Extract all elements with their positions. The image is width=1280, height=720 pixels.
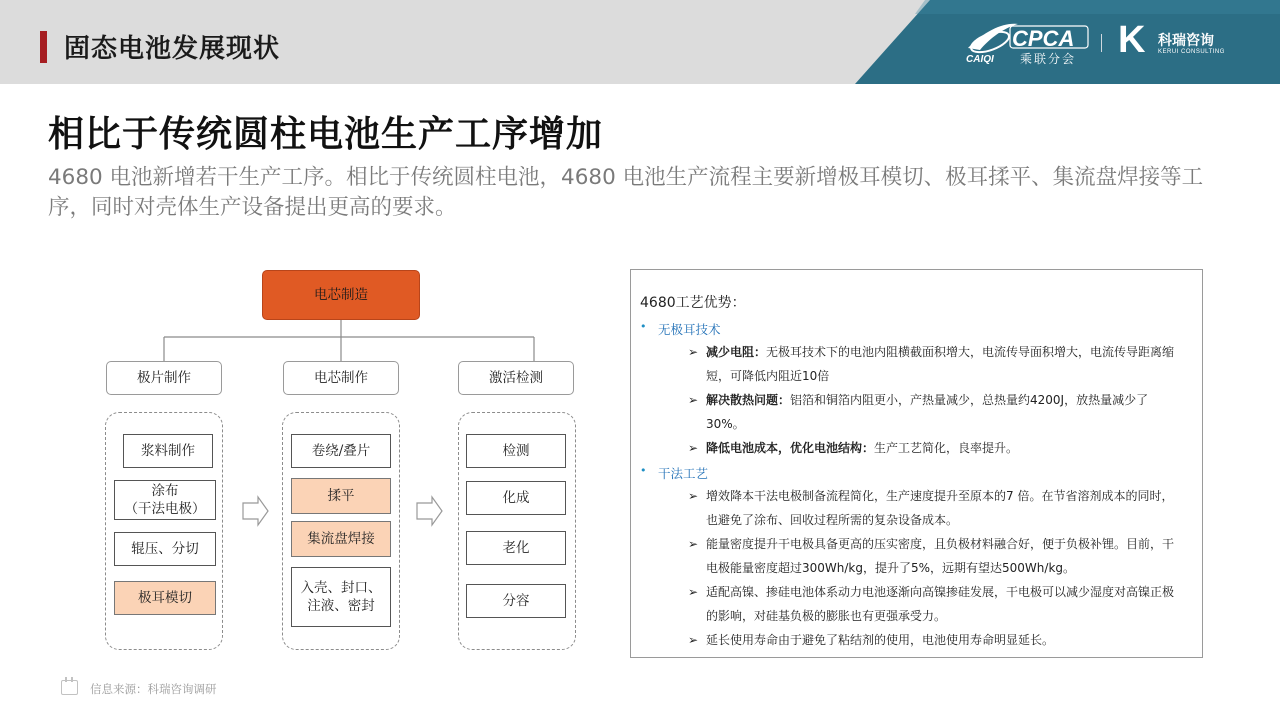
section-item: 适配高镍、掺硅电池体系动力电池逐渐向高镍掺硅发展，干电极可以减少湿度对高镍正极的影响，对硅基负极的膨胀也有更强承受力。 bbox=[706, 585, 1175, 623]
page-subtitle: 4680 电池新增若干生产工序。相比于传统圆柱电池，4680 电池生产流程主要新增极耳模切、极耳揉平、集流盘焊接等工序，同时对壳体生产设备提出更高的要求。 bbox=[48, 165, 1204, 220]
section-title-dry-process: 干法工艺 bbox=[658, 466, 709, 481]
arrow-bullet-icon: ➢ bbox=[688, 537, 699, 551]
step-node-highlight: 揉平 bbox=[291, 478, 391, 514]
caiqi-logo-text: CAIQI bbox=[966, 54, 994, 65]
flow-arrow-2-icon bbox=[417, 497, 442, 525]
step-node: 老化 bbox=[466, 531, 566, 565]
section-title-tabless: 无极耳技术 bbox=[658, 322, 721, 337]
arrow-bullet-icon: ➢ bbox=[688, 393, 699, 407]
cpca-logo-text: CPCA bbox=[1012, 26, 1075, 51]
stage-node-electrode: 极片制作 bbox=[106, 361, 222, 395]
section-item: 增效降本干法电极制备流程简化，生产速度提升至原本的7 倍。在节省溶剂成本的同时，也避免了涂布、回收过程所需的复杂设备成本。 bbox=[706, 489, 1174, 527]
cpca-logo-subtext: 乘联分会 bbox=[1020, 52, 1077, 66]
footer-source: 信息来源：科瑞咨询调研 bbox=[90, 682, 217, 696]
section-bullet-icon: • bbox=[640, 464, 647, 477]
section-item: 延长使用寿命由于避免了粘结剂的使用，电池使用寿命明显延长。 bbox=[706, 633, 1055, 647]
kerui-logo-en-text: KERUI CONSULTING bbox=[1158, 49, 1225, 55]
flow-arrow-1-icon bbox=[243, 497, 268, 525]
step-node: 浆料制作 bbox=[123, 434, 213, 468]
kerui-logo-text: 科瑞咨询 bbox=[1158, 33, 1214, 49]
header-title: 固态电池发展现状 bbox=[64, 34, 281, 64]
step-node-highlight: 集流盘焊接 bbox=[291, 521, 391, 557]
step-node: 辊压、分切 bbox=[114, 532, 216, 566]
calendar-icon bbox=[61, 680, 78, 695]
stage-node-activation: 激活检测 bbox=[458, 361, 574, 395]
page-title: 相比于传统圆柱电池生产工序增加 bbox=[48, 114, 604, 155]
section-item: 降低电池成本，优化电池结构：生产工艺简化，良率提升。 bbox=[706, 441, 1019, 455]
section-bullet-icon: • bbox=[640, 320, 647, 333]
section-item: 能量密度提升干电极具备更高的压实密度，且负极材料融合好，便于负极补锂。目前，干电极能量密度超过300Wh/kg，提升了5%，远期有望达500Wh/kg。 bbox=[706, 537, 1175, 575]
step-node: 分容 bbox=[466, 584, 566, 618]
step-node: 化成 bbox=[466, 481, 566, 515]
section-item: 解决散热问题：铝箔和铜箔内阻更小，产热量减少，总热量约4200J，放热量减少了30%。 bbox=[706, 393, 1149, 431]
step-node: 入壳、封口、 注液、密封 bbox=[291, 567, 391, 627]
arrow-bullet-icon: ➢ bbox=[688, 345, 699, 359]
arrow-bullet-icon: ➢ bbox=[688, 585, 699, 599]
section-item: 减少电阻：无极耳技术下的电池内阻横截面积增大，电流传导面积增大，电流传导距离缩短，可降低内阻近10倍 bbox=[706, 345, 1175, 383]
root-node-cell-manufacturing: 电芯制造 bbox=[262, 270, 420, 320]
kerui-k-logo-icon: K bbox=[1118, 19, 1146, 61]
step-node-highlight: 极耳模切 bbox=[114, 581, 216, 615]
step-node: 卷绕/叠片 bbox=[291, 434, 391, 468]
stage-node-cell: 电芯制作 bbox=[283, 361, 399, 395]
arrow-bullet-icon: ➢ bbox=[688, 489, 699, 503]
arrow-bullet-icon: ➢ bbox=[688, 633, 699, 647]
panel-title: 4680工艺优势： bbox=[640, 295, 746, 311]
step-node: 检测 bbox=[466, 434, 566, 468]
step-node: 涂布 （干法电极） bbox=[114, 480, 216, 520]
arrow-bullet-icon: ➢ bbox=[688, 441, 699, 455]
